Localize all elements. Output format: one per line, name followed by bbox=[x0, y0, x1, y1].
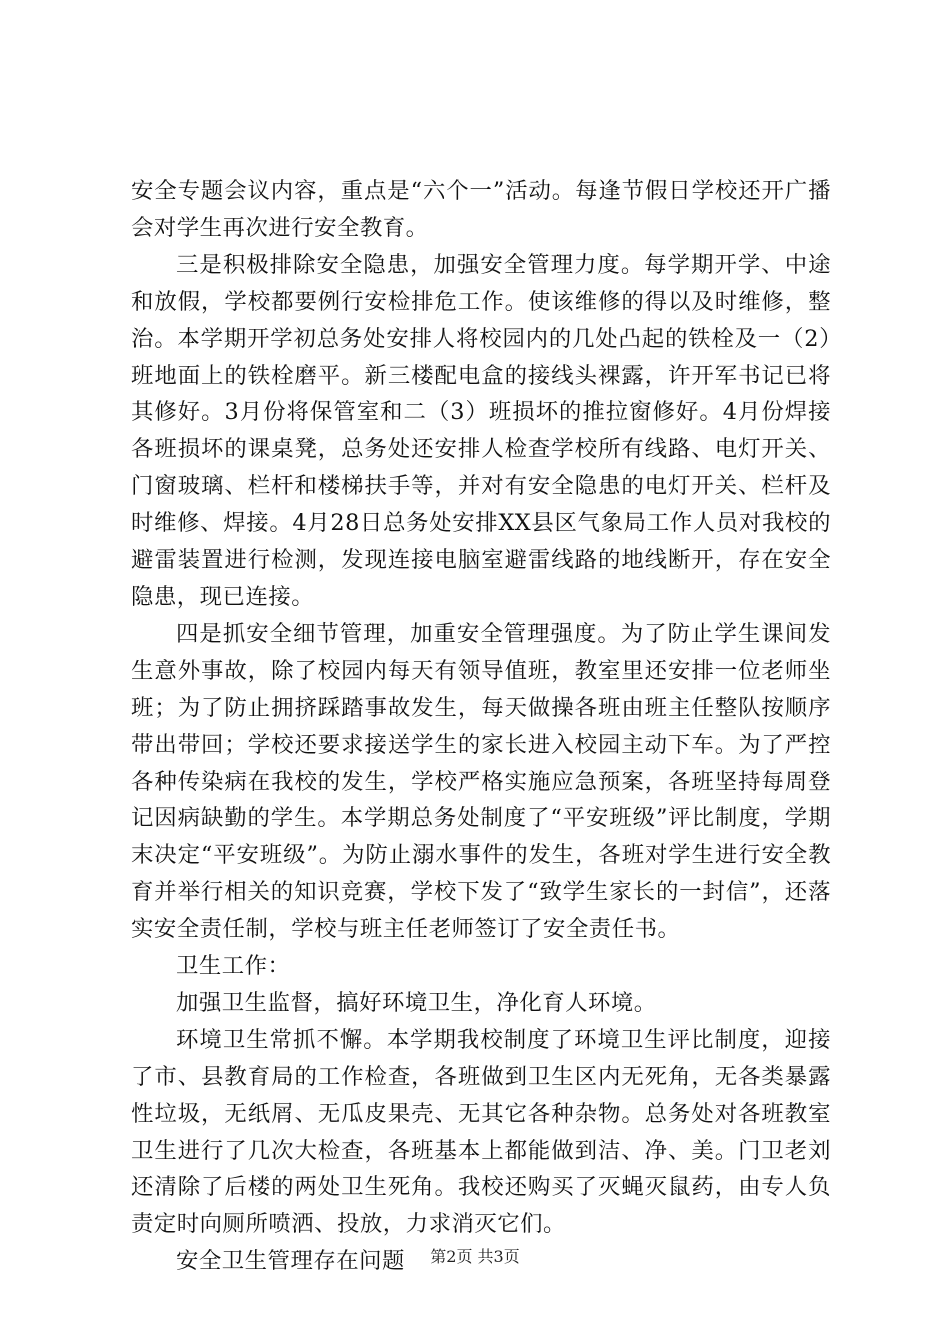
paragraph bbox=[131, 247, 831, 616]
paragraph-text: 三是积极排除安全隐患，加强安全管理力度。每学期开学、中途和放假，学校都要例行安检排危工作。使该维修的得以及时维修，整治。本学期开学初总务处安排人将校园内的几处凸起的铁栓及一（2）班地面上的铁栓磨平。新三楼配电盒的接线头裸露，许开军书记已将其修好。3月份将保管室和二（3）班损坏的推拉窗修好。4月份焊接各班损坏的课桌凳，总务处还安排人检查学校所有线路、电灯开关、门窗玻璃、栏杆和楼梯扶手等，并对有安全隐患的电灯开关、栏杆及时维修、焊接。4月28日总务处安排XX县区气象局工作人员对我校的避雷装置进行检测，发现连接电脑室避雷线路的地线断开，存在安全隐患，现已连接。 bbox=[131, 251, 831, 610]
section-heading bbox=[131, 948, 831, 985]
paragraph bbox=[131, 173, 831, 247]
document-body bbox=[131, 173, 831, 1280]
paragraph-text: 安全卫生管理存在问题 bbox=[176, 1248, 405, 1275]
paragraph-text: 环境卫生常抓不懈。本学期我校制度了环境卫生评比制度，迎接了市、县教育局的工作检查，各班做到卫生区内无死角，无各类暴露性垃圾，无纸屑、无瓜皮果壳、无其它各种杂物。总务处对各班教室卫生进行了几次大检查，各班基本上都能做到洁、净、美。门卫老刘还清除了后楼的两处卫生死角。我校还购买了灭蝇灭鼠药，由专人负责定时向厕所喷洒、投放，力求消灭它们。 bbox=[131, 1026, 831, 1238]
page-number-label: 第2页 共3页 bbox=[430, 1247, 520, 1266]
paragraph-text: 安全专题会议内容，重点是“六个一”活动。每逢节假日学校还开广播会对学生再次进行安全教育。 bbox=[131, 178, 831, 241]
paragraph bbox=[131, 1022, 831, 1243]
paragraph bbox=[131, 616, 831, 948]
page-footer bbox=[0, 1244, 950, 1267]
paragraph-text: 加强卫生监督，搞好环境卫生，净化育人环境。 bbox=[176, 989, 657, 1016]
paragraph-text: 卫生工作： bbox=[176, 953, 291, 980]
paragraph bbox=[131, 985, 831, 1022]
paragraph-text: 四是抓安全细节管理，加重安全管理强度。为了防止学生课间发生意外事故，除了校园内每天有领导值班，教室里还安排一位老师坐班；为了防止拥挤踩踏事故发生，每天做操各班由班主任整队按顺序带出带回；学校还要求接送学生的家长进入校园主动下车。为了严控各种传染病在我校的发生，学校严格实施应急预案，各班坚持每周登记因病缺勤的学生。本学期总务处制度了“平安班级”评比制度，学期末决定“平安班级”。为防止溺水事件的发生，各班对学生进行安全教育并举行相关的知识竞赛，学校下发了“致学生家长的一封信”，还落实安全责任制，学校与班主任老师签订了安全责任书。 bbox=[131, 620, 831, 943]
